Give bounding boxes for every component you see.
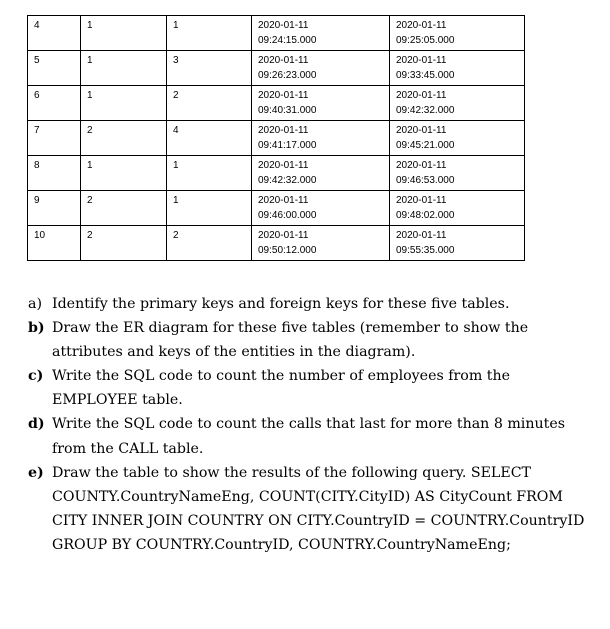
col3-cell: 2: [167, 226, 252, 261]
question-text: Write the SQL code to count the number of employees from the EMPLOYEE table.: [52, 368, 511, 409]
start-datetime-cell: [252, 86, 390, 121]
question-text: Write the SQL code to count the calls that last for more than 8 minutes from the CALL table.: [52, 416, 566, 457]
start-date: 2020-01-11: [258, 195, 309, 206]
question-letter: c): [28, 368, 44, 385]
id-cell: 5: [28, 51, 81, 86]
end-time: 09:25:05.000: [396, 35, 455, 46]
start-time: 09:50:12.000: [258, 245, 317, 256]
call-table-body: [28, 16, 525, 261]
id-cell: 9: [28, 191, 81, 226]
end-date: 2020-01-11: [396, 195, 447, 206]
question-item: [28, 412, 588, 460]
question-item: [28, 292, 588, 316]
start-time: 09:24:15.000: [258, 35, 317, 46]
start-date: 2020-01-11: [258, 20, 309, 31]
question-text: Draw the ER diagram for these five tables (remember to show the attributes and keys of the entities in the diagram).: [52, 320, 529, 361]
end-datetime-cell: [390, 191, 525, 226]
id-cell: 10: [28, 226, 81, 261]
start-date: 2020-01-11: [258, 160, 309, 171]
end-date: 2020-01-11: [396, 55, 447, 66]
question-letter: b): [28, 320, 45, 337]
end-datetime-cell: [390, 156, 525, 191]
end-datetime-cell: [390, 86, 525, 121]
start-datetime-cell: [252, 16, 390, 51]
question-letter: a): [28, 296, 42, 312]
start-datetime-cell: [252, 156, 390, 191]
end-date: 2020-01-11: [396, 125, 447, 136]
end-datetime-cell: [390, 51, 525, 86]
start-date: 2020-01-11: [258, 55, 309, 66]
col2-cell: 1: [81, 156, 167, 191]
table-row: [28, 121, 525, 156]
col2-cell: 1: [81, 51, 167, 86]
question-item: [28, 316, 588, 364]
end-datetime-cell: [390, 16, 525, 51]
table-row: [28, 51, 525, 86]
end-date: 2020-01-11: [396, 230, 447, 241]
question-item: [28, 364, 588, 412]
start-time: 09:26:23.000: [258, 70, 317, 81]
col3-cell: 4: [167, 121, 252, 156]
start-time: 09:41:17.000: [258, 140, 317, 151]
table-row: [28, 191, 525, 226]
question-text: Draw the table to show the results of the following query. SELECT COUNTY.CountryNameEng, COUNT(CITY.CityID) AS CityCount FROM CITY INNER JOIN COUNTRY ON CITY.CountryID = COUNTRY.CountryID GROUP BY COUNTRY.CountryID, COUNTRY.CountryNameEng;: [52, 464, 585, 553]
end-datetime-cell: [390, 121, 525, 156]
start-time: 09:42:32.000: [258, 175, 317, 186]
table-row: [28, 86, 525, 121]
end-datetime-cell: [390, 226, 525, 261]
col2-cell: 2: [81, 191, 167, 226]
end-date: 2020-01-11: [396, 160, 447, 171]
table-row: [28, 226, 525, 261]
start-date: 2020-01-11: [258, 125, 309, 136]
col2-cell: 2: [81, 121, 167, 156]
end-time: 09:48:02.000: [396, 210, 455, 221]
question-text: Identify the primary keys and foreign keys for these five tables.: [52, 296, 510, 312]
col2-cell: 2: [81, 226, 167, 261]
table-row: [28, 16, 525, 51]
question-letter: e): [28, 464, 44, 481]
end-date: 2020-01-11: [396, 20, 447, 31]
id-cell: 6: [28, 86, 81, 121]
end-date: 2020-01-11: [396, 90, 447, 101]
col2-cell: 1: [81, 16, 167, 51]
question-item: [28, 461, 588, 557]
start-datetime-cell: [252, 121, 390, 156]
call-table: [27, 15, 525, 261]
table-row: [28, 156, 525, 191]
end-time: 09:42:32.000: [396, 105, 455, 116]
end-time: 09:45:21.000: [396, 140, 455, 151]
end-time: 09:55:35.000: [396, 245, 455, 256]
start-time: 09:46:00.000: [258, 210, 317, 221]
start-datetime-cell: [252, 226, 390, 261]
start-date: 2020-01-11: [258, 90, 309, 101]
start-time: 09:40:31.000: [258, 105, 317, 116]
id-cell: 4: [28, 16, 81, 51]
col2-cell: 1: [81, 86, 167, 121]
col3-cell: 3: [167, 51, 252, 86]
start-date: 2020-01-11: [258, 230, 309, 241]
id-cell: 8: [28, 156, 81, 191]
question-letter: d): [28, 416, 45, 433]
col3-cell: 1: [167, 156, 252, 191]
col3-cell: 2: [167, 86, 252, 121]
col3-cell: 1: [167, 16, 252, 51]
start-datetime-cell: [252, 51, 390, 86]
id-cell: 7: [28, 121, 81, 156]
end-time: 09:46:53.000: [396, 175, 455, 186]
question-list: [28, 292, 588, 557]
start-datetime-cell: [252, 191, 390, 226]
end-time: 09:33:45.000: [396, 70, 455, 81]
col3-cell: 1: [167, 191, 252, 226]
